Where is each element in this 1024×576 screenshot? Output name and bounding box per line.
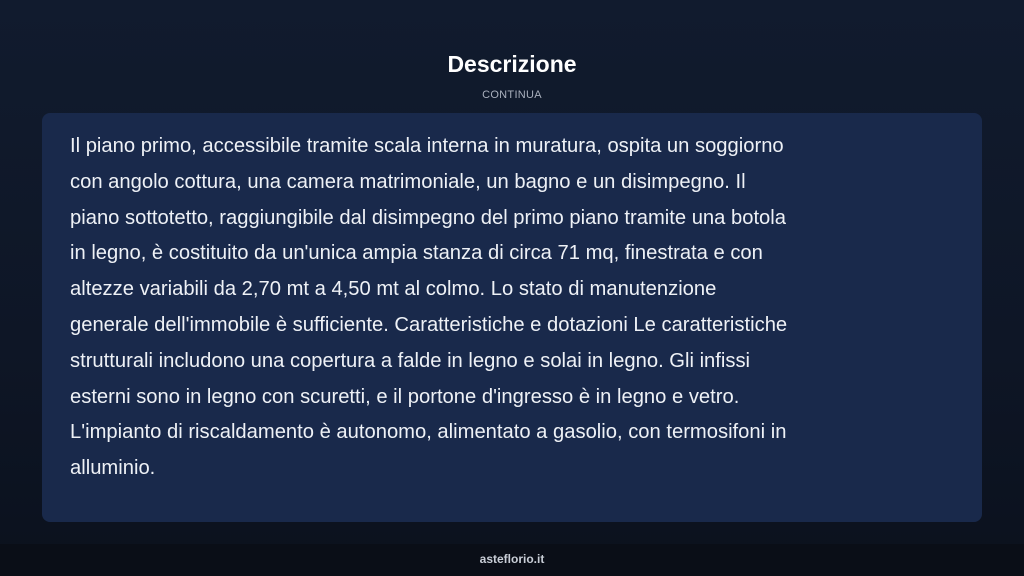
page-title: Descrizione	[447, 51, 577, 77]
header	[0, 48, 1024, 102]
continue-label: CONTINUA	[482, 89, 542, 101]
description-card	[42, 113, 982, 522]
footer-bar	[0, 544, 1024, 576]
description-text: Il piano primo, accessibile tramite scala interna in muratura, ospita un soggiorno con angolo cottura, una camera matrimoniale, un bagno e un disimpegno. Il piano sottotetto, raggiungibile dal disimpegno del primo piano tramite una botola in legno, è costituito da un'unica ampia stanza di circa 71 mq, finestrata e con altezze variabili da 2,70 mt a 4,50 mt al colmo. Lo stato di manutenzione generale dell'immobile è sufficiente. Caratteristiche e dotazioni Le caratteristiche strutturali includono una copertura a falde in legno e solai in legno. Gli infissi esterni sono in legno con scuretti, e il portone d'ingresso è in legno e vetro. L'impianto di riscaldamento è autonomo, alimentato a gasolio, con termosifoni in alluminio.	[70, 135, 788, 480]
site-name: asteflorio.it	[479, 552, 545, 566]
